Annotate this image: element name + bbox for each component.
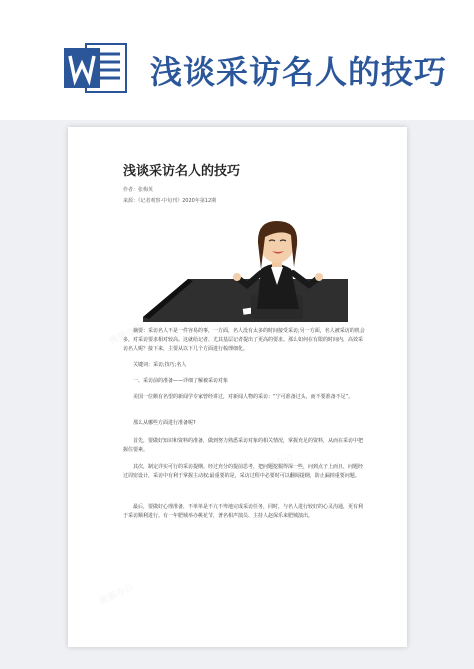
word-document-icon	[60, 40, 130, 96]
body-paragraph: 其次，制定详实可行的采访提纲。经过充分的提前思考，把问题挖掘得深一些，问到点子上而且，问题经过周密设计，采访中有利于掌握主动权;最重要的是，采访过程中必要时可以翻阅提纲，防止漏掉重要问题。	[123, 464, 364, 479]
source-line: 来源：《记者观察·中旬刊》2020年第12期	[123, 198, 217, 204]
body-paragraph: 美国一位颇有名望的新闻学专家曾经讲过，对新闻人物的采访：“宁可准备过头，而不要准备不足”。	[133, 394, 354, 400]
banner-title: 浅谈采访名人的技巧	[150, 53, 448, 91]
reporter-illustration	[143, 209, 348, 324]
keywords-line: 关键词：采访;技巧;名人	[133, 362, 187, 368]
watermark: 熊猫办公	[258, 452, 296, 478]
section-heading: 一、采访前的准备——详细了解被采访对象	[133, 378, 229, 384]
watermark: 熊猫办公	[108, 322, 146, 348]
document-title: 浅谈采访名人的技巧	[123, 164, 241, 179]
document-page	[68, 127, 407, 647]
abstract-paragraph: 摘要：采访名人不是一件容易的事，一方面，名人没有太多的时间接受采访;另一方面，名人被采访的机会多，对采访要求相对较高。这就给记者、尤其基层记者提出了更高的要求。那么如何在有限的时间内，高效采访名人呢？接下来，主要从以下几个方面进行梳理细化。	[123, 328, 365, 352]
header-band	[0, 0, 474, 120]
body-paragraph: 最后，要做好心理准备，不单单是不亢不卑地完成采访任务，同时，与名人进行较好的心灵沟通，更有利于采访顺利进行。有一年肥城举办桃花节，著名相声演员、主持人赵保乐来肥城演出。	[123, 504, 364, 519]
body-paragraph: 那么从哪些方面进行准备呢?	[133, 420, 196, 426]
watermark: 熊猫办公	[98, 582, 136, 608]
author-line: 作者：张梅英	[123, 187, 154, 193]
body-paragraph: 首先，要做好知识和资料的准备，做到努力熟悉采访对象的相关情况，掌握充足的资料，从而在采访中把握住要素。	[123, 438, 364, 453]
